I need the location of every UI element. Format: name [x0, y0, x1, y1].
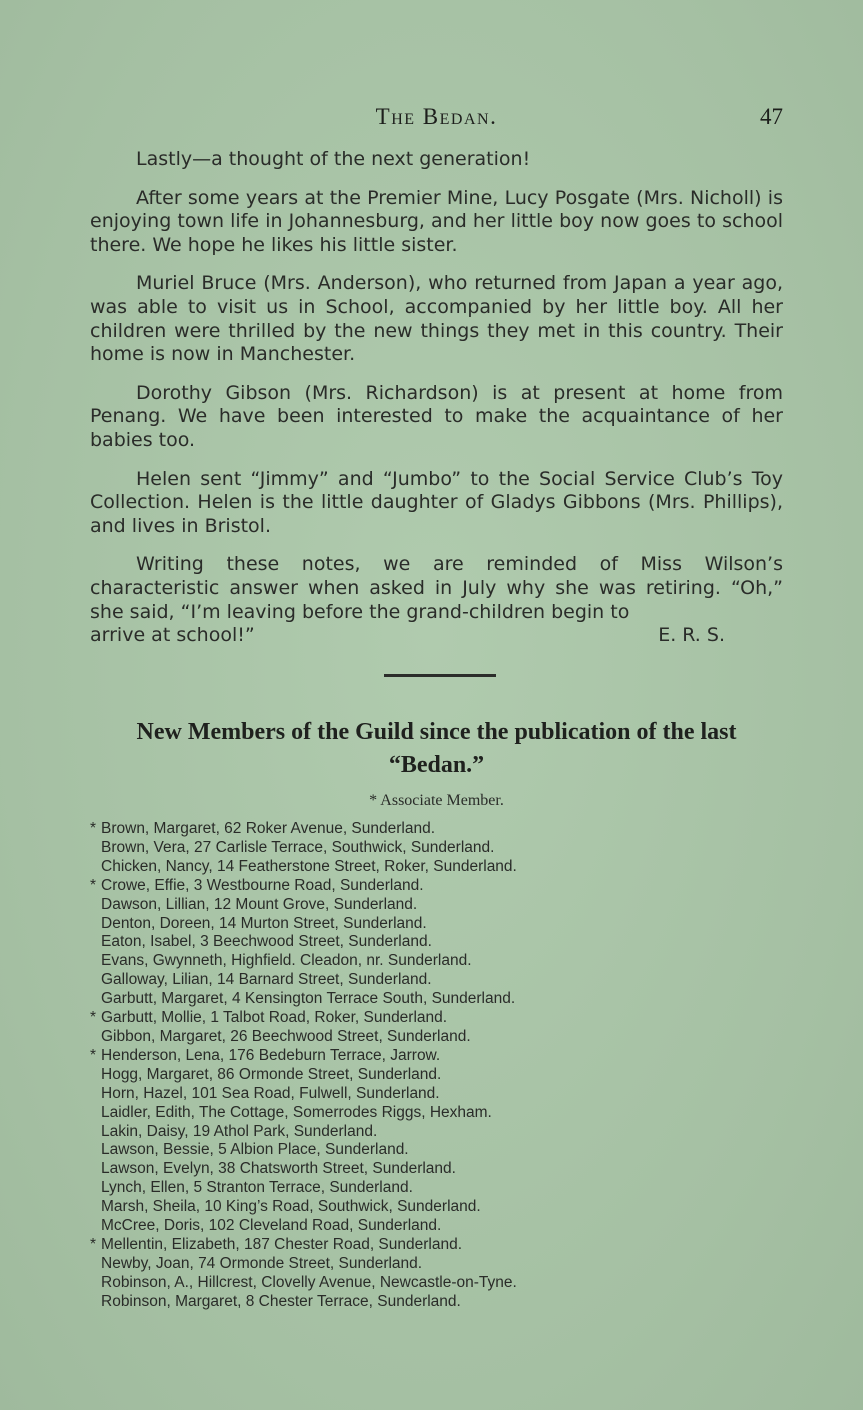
closing-paragraph-text: Writing these notes, we are reminded of Miss Wilson’s characteristic answer when asked in July why she was retiring. “Oh,” she said, “I’m leaving before the grand-children begin to [90, 553, 783, 623]
closing-last-line: arrive at school!” [90, 624, 255, 647]
member-text: Marsh, Sheila, 10 King’s Road, Southwick, Sunderland. [101, 1198, 481, 1216]
paragraph: Helen sent “Jimmy” and “Jumbo” to the Social Service Club’s Toy Collection. Helen is the little daughter of Gladys Gibbons (Mrs. Phillips), and lives in Bristol. [90, 467, 783, 537]
member-text: Lawson, Evelyn, 38 Chatsworth Street, Sunderland. [101, 1160, 456, 1178]
member-entry [90, 1255, 783, 1274]
member-text: Brown, Margaret, 62 Roker Avenue, Sunderland. [101, 820, 436, 837]
member-text: Garbutt, Mollie, 1 Talbot Road, Roker, Sunderland. [101, 1009, 448, 1027]
running-title: The Bedan. [375, 104, 498, 129]
paragraph: Muriel Bruce (Mrs. Anderson), who returned from Japan a year ago, was able to visit us in School, accompanied by her little boy. All her children were thrilled by the new things they met in this country. Their home is now in Manchester. [90, 272, 783, 366]
member-entry [90, 1198, 783, 1217]
member-text: Garbutt, Margaret, 4 Kensington Terrace South, Sunderland. [101, 990, 516, 1008]
member-entry [90, 877, 783, 896]
member-entry [90, 933, 783, 952]
member-text: McCree, Doris, 102 Cleveland Road, Sunderland. [101, 1217, 442, 1235]
member-text: Robinson, Margaret, 8 Chester Terrace, Sunderland. [101, 1292, 461, 1310]
associate-marker: * [90, 820, 97, 837]
member-entry [90, 1274, 783, 1293]
member-text: Denton, Doreen, 14 Murton Street, Sunderland. [101, 914, 427, 932]
member-entry [90, 1217, 783, 1236]
associate-legend: * Associate Member. [369, 792, 504, 809]
page-header [90, 104, 783, 134]
signature: E. R. S. [658, 624, 725, 647]
associate-marker: * [90, 1235, 97, 1253]
member-text: Henderson, Lena, 176 Bedeburn Terrace, Jarrow. [101, 1046, 441, 1064]
associate-marker: * [90, 1009, 97, 1027]
body-text [90, 148, 783, 648]
member-text: Galloway, Lilian, 14 Barnard Street, Sunderland. [101, 971, 432, 989]
associate-marker: * [90, 876, 97, 894]
page-number: 47 [760, 104, 783, 129]
member-entry [90, 1066, 783, 1085]
section-title: New Members of the Guild since the publication of the last “Bedan.” [136, 719, 737, 778]
member-entry [90, 858, 783, 877]
section-divider [384, 674, 496, 677]
paragraph: After some years at the Premier Mine, Lucy Posgate (Mrs. Nicholl) is enjoying town life in Johannesburg, and her little boy now goes to school there. We hope he likes his little sister. [90, 186, 783, 256]
member-entry [90, 1141, 783, 1160]
signoff-line [90, 624, 783, 648]
member-text: Laidler, Edith, The Cottage, Somerrodes Riggs, Hexham. [101, 1103, 492, 1121]
new-members-section [90, 716, 783, 810]
paragraph: Lastly—a thought of the next generation! [136, 148, 531, 170]
member-entry [90, 896, 783, 915]
member-entry [90, 1085, 783, 1104]
member-text: Hogg, Margaret, 86 Ormonde Street, Sunderland. [101, 1065, 442, 1083]
member-entry [90, 990, 783, 1009]
member-text: Newby, Joan, 74 Ormonde Street, Sunderland. [101, 1254, 423, 1272]
member-text: Gibbon, Margaret, 26 Beechwood Street, Sunderland. [101, 1027, 471, 1045]
member-text: Evans, Gwynneth, Highfield. Cleadon, nr. Sunderland. [101, 952, 472, 970]
member-text: Mellentin, Elizabeth, 187 Chester Road, Sunderland. [101, 1235, 463, 1253]
member-entry [90, 1123, 783, 1142]
member-text: Chicken, Nancy, 14 Featherstone Street, Roker, Sunderland. [101, 857, 517, 875]
member-entry [90, 1179, 783, 1198]
member-entry [90, 839, 783, 858]
members-list [90, 820, 783, 1312]
member-entry [90, 1160, 783, 1179]
member-text: Lawson, Bessie, 5 Albion Place, Sunderland. [101, 1141, 409, 1159]
associate-marker: * [90, 1046, 97, 1064]
paragraph: Dorothy Gibson (Mrs. Richardson) is at present at home from Penang. We have been interested to make the acquaintance of her babies too. [90, 381, 783, 451]
member-text: Dawson, Lillian, 12 Mount Grove, Sunderland. [101, 895, 418, 913]
member-entry [90, 971, 783, 990]
member-text: Eaton, Isabel, 3 Beechwood Street, Sunderland. [101, 933, 432, 951]
member-text: Crowe, Effie, 3 Westbourne Road, Sunderland. [101, 876, 424, 894]
member-text: Lakin, Daisy, 19 Athol Park, Sunderland. [101, 1122, 378, 1140]
member-text: Brown, Vera, 27 Carlisle Terrace, Southwick, Sunderland. [101, 838, 495, 856]
member-entry [90, 952, 783, 971]
member-entry [90, 1028, 783, 1047]
closing-paragraph [90, 553, 783, 624]
member-entry [90, 1009, 783, 1028]
member-text: Lynch, Ellen, 5 Stranton Terrace, Sunderland. [101, 1179, 413, 1197]
member-entry [90, 1104, 783, 1123]
member-entry [90, 1293, 783, 1312]
member-entry [90, 915, 783, 934]
member-text: Horn, Hazel, 101 Sea Road, Fulwell, Sunderland. [101, 1084, 440, 1102]
member-text: Robinson, A., Hillcrest, Clovelly Avenue, Newcastle-on-Tyne. [101, 1273, 517, 1291]
member-entry [90, 1047, 783, 1066]
member-entry [90, 1236, 783, 1255]
member-entry [90, 820, 783, 839]
